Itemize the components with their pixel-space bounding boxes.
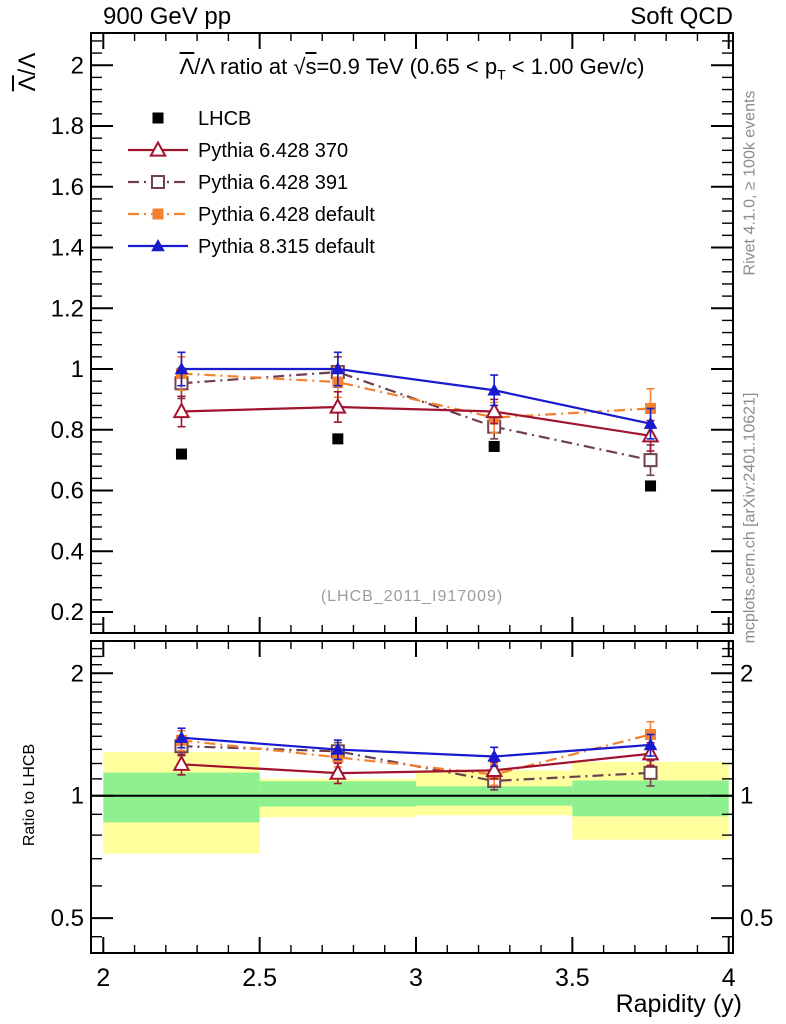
x-axis-title — [616, 990, 742, 1018]
rivet-version-note: Rivet 4.1.0, ≥ 100k events — [741, 90, 759, 276]
svg-text:1.6: 1.6 — [50, 173, 84, 201]
legend-item-pythia-8-315-default — [128, 236, 375, 258]
lambda: /Λ — [14, 52, 41, 76]
svg-text:1: 1 — [740, 782, 754, 810]
main-panel-frame — [91, 33, 733, 633]
svg-text:3.5: 3.5 — [554, 964, 590, 992]
svg-text:2: 2 — [96, 964, 111, 992]
title-sqrt-s: s — [305, 54, 317, 79]
svg-text:3: 3 — [409, 964, 423, 992]
svg-text:1.2: 1.2 — [50, 295, 84, 323]
title-lambda-bar: $\overline{\Lambda}$ — [179, 54, 195, 79]
ratio-y-axis-title: Ratio to LHCB — [21, 743, 38, 847]
green-band-bin-2 — [260, 781, 416, 806]
main-y-axis-title — [13, 22, 43, 122]
title-text-2: =0.9 TeV (0.65 < p — [316, 54, 498, 79]
legend-label-pythia-6-428-391: Pythia 6.428 391 — [198, 172, 349, 194]
legend-label-pythia-6-428-370: Pythia 6.428 370 — [198, 140, 349, 162]
header-process-group: Soft QCD — [630, 3, 733, 30]
legend-label-pythia-8-315-default: Pythia 8.315 default — [198, 236, 375, 258]
legend — [128, 108, 375, 258]
green-band-bin-1 — [103, 773, 259, 823]
title-pt-subscript: T — [497, 66, 506, 83]
analysis-id-watermark: (LHCB_2011_I917009) — [320, 588, 504, 605]
svg-text:2: 2 — [740, 660, 754, 688]
legend-item-lhcb — [153, 108, 252, 130]
legend-label-lhcb: LHCB — [198, 108, 252, 130]
header-beam-energy: 900 GeV pp — [103, 3, 232, 30]
svg-text:2: 2 — [70, 52, 84, 80]
svg-text:4: 4 — [721, 964, 736, 992]
legend-item-pythia-6-428-default — [128, 204, 375, 226]
svg-text:2.5: 2.5 — [242, 964, 278, 992]
mcplots-arxiv-note: mcplots.cern.ch [arXiv:2401.10621] — [741, 392, 759, 644]
svg-text:Rapidity (y): Rapidity (y) — [615, 990, 742, 1018]
svg-text:0.5: 0.5 — [740, 905, 774, 933]
title-text-3: < 1.00 Gev/c) — [505, 54, 645, 79]
svg-text:1.8: 1.8 — [50, 113, 84, 140]
svg-text:1: 1 — [70, 782, 84, 810]
series-pythia-6-428-default — [176, 357, 656, 785]
series-lhcb — [176, 433, 656, 491]
legend-item-pythia-6-428-391 — [128, 172, 348, 194]
svg-text:2: 2 — [70, 660, 84, 688]
svg-text:0.6: 0.6 — [50, 477, 84, 505]
title-text-1: /Λ ratio at √ — [194, 54, 306, 79]
svg-text:1: 1 — [70, 356, 84, 383]
svg-text:0.5: 0.5 — [50, 905, 84, 933]
series-pythia-8-315-default — [175, 352, 658, 766]
svg-text:0.2: 0.2 — [50, 599, 84, 626]
svg-text:1.4: 1.4 — [50, 234, 84, 262]
svg-text:0.4: 0.4 — [50, 538, 84, 566]
legend-label-pythia-6-428-default: Pythia 6.428 default — [198, 204, 375, 226]
legend-item-pythia-6-428-370 — [128, 140, 348, 162]
series-pythia-6-428-391 — [175, 357, 656, 790]
plot-title — [91, 54, 733, 82]
svg-text:0.8: 0.8 — [50, 416, 84, 444]
data-series — [174, 352, 657, 790]
ratio-uncertainty-bands — [103, 752, 728, 854]
lambda-bar: $\overline{\Lambda}$ — [14, 75, 41, 92]
